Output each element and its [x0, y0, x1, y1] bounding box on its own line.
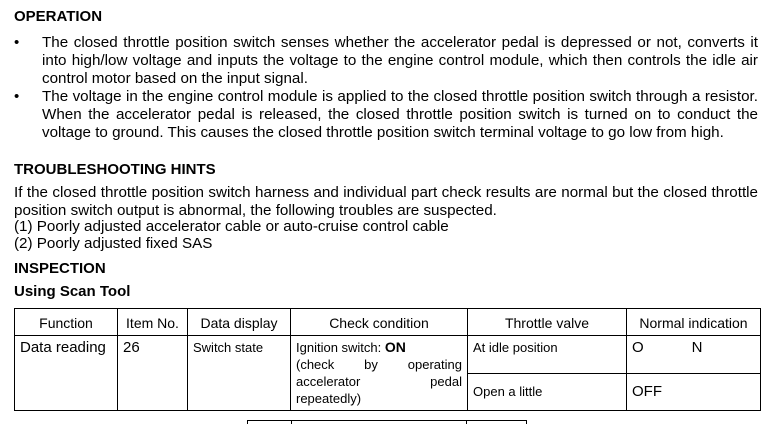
operation-bullet-1: The closed throttle position switch senses whether the accelerator pedal is depressed or not, converts it into high/low voltage and inputs the voltage to the engine control module, which then controls the idle air control motor based on the input signal. [42, 34, 758, 87]
troubleshooting-item-1: (1) Poorly adjusted accelerator cable or auto-cruise control cable [14, 218, 449, 235]
indication-on-letter-o: O [632, 339, 644, 356]
inspection-heading: INSPECTION [14, 260, 106, 277]
table-header-row [15, 309, 761, 336]
next-table-divider [466, 420, 467, 424]
header-check-condition: Check condition [291, 309, 468, 336]
next-table-divider [291, 420, 292, 424]
header-normal-indication: Normal indication [627, 309, 761, 336]
operation-heading: OPERATION [14, 8, 103, 25]
cell-check-condition [291, 336, 468, 411]
scan-tool-subheading: Using Scan Tool [14, 283, 131, 300]
cell-indication-off: OFF [627, 373, 761, 411]
header-item-no: Item No. [118, 309, 188, 336]
next-table-left-border [247, 420, 248, 424]
cell-item-no: 26 [118, 336, 188, 411]
operation-bullet-2: The voltage in the engine control module is applied to the closed throttle position switch through a resistor. When the accelerator pedal is released, the closed throttle position switch is turned on to conduct the voltage to ground. This causes the closed throttle position switch terminal voltage to go low from high. [42, 88, 758, 141]
header-throttle-valve: Throttle valve [468, 309, 627, 336]
cell-function: Data reading [15, 336, 118, 411]
indication-on-letter-n: N [691, 339, 703, 356]
table-row [15, 336, 761, 374]
next-table-top-border [247, 420, 527, 421]
bullet-dot: • [14, 88, 20, 105]
troubleshooting-heading: TROUBLESHOOTING HINTS [14, 161, 216, 178]
check-condition-prefix: Ignition switch: [296, 340, 385, 355]
scan-tool-table [14, 308, 761, 411]
header-function: Function [15, 309, 118, 336]
cell-indication-on [627, 336, 761, 374]
troubleshooting-item-2: (2) Poorly adjusted fixed SAS [14, 235, 213, 252]
header-data-display: Data display [188, 309, 291, 336]
bullet-dot: • [14, 34, 20, 51]
check-condition-on: ON [384, 339, 406, 355]
troubleshooting-intro: If the closed throttle position switch harness and individual part check results are normal but the closed throttle position switch output is abnormal, the following troubles are suspected. [14, 184, 758, 219]
cell-data-display: Switch state [188, 336, 291, 411]
cell-throttle-open: Open a little [468, 373, 627, 411]
check-condition-detail: (check by operating accelerator pedal repeatedly) [296, 357, 462, 406]
next-table-right-border [526, 420, 527, 424]
cell-throttle-idle: At idle position [468, 336, 627, 374]
